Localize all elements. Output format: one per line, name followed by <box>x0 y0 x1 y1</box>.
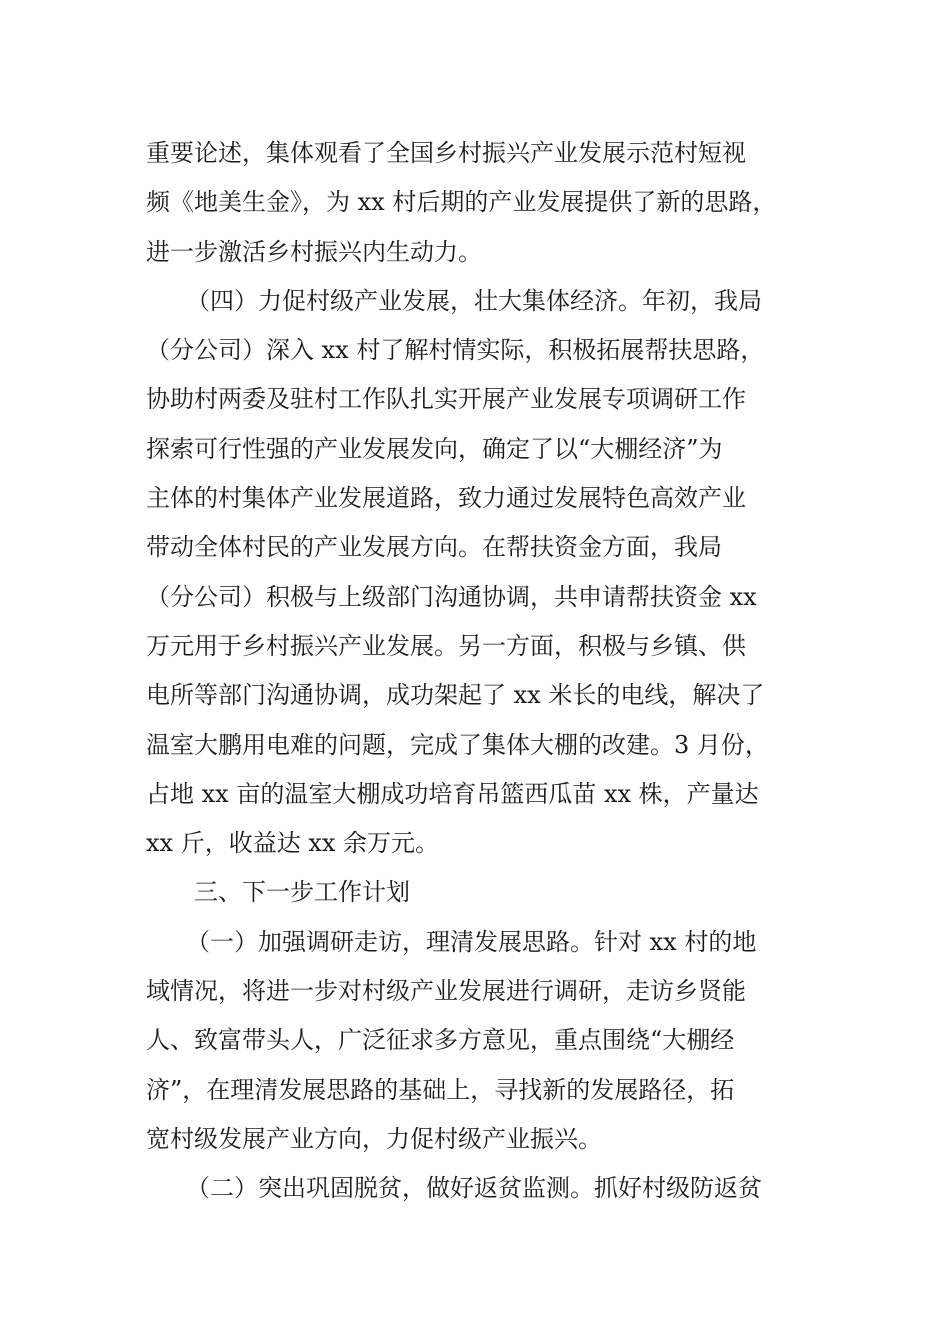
text-line-continuation: 重要论述，集体观看了全国乡村振兴产业发展示范村短视 <box>146 139 746 167</box>
text-line: 进一步激活乡村振兴内生动力。 <box>146 237 482 266</box>
text-line: 万元用于乡村振兴产业发展。另一方面，积极与乡镇、供 <box>146 631 746 660</box>
text-line: 电所等部门沟通协调，成功架起了 xx 米长的电线，解决了 <box>146 681 765 710</box>
text-line: 协助村两委及驻村工作队扎实开展产业发展专项调研工作 <box>146 385 746 414</box>
section-three-heading: 三、下一步工作计划 <box>194 878 410 907</box>
text-line: xx 斤，收益达 xx 余万元。 <box>146 829 440 858</box>
text-line: 人、致富带头人，广泛征求多方意见，重点围绕“大棚经 <box>146 1026 735 1055</box>
text-line: 频《地美生金》，为 xx 村后期的产业发展提供了新的思路， <box>146 188 777 217</box>
text-line: 济”，在理清发展思路的基础上，寻找新的发展路径，拓 <box>146 1075 735 1104</box>
text-line: 主体的村集体产业发展道路，致力通过发展特色高效产业 <box>146 484 746 513</box>
plan-item-one-heading: （一）加强调研走访，理清发展思路。针对 xx 村的地 <box>186 927 757 956</box>
text-line: 探索可行性强的产业发展发向，确定了以“大棚经济”为 <box>146 434 723 463</box>
text-line: （分公司）深入 xx 村了解村情实际，积极拓展帮扶思路， <box>146 336 765 365</box>
paragraph-four-heading: （四）力促村级产业发展，壮大集体经济。年初，我局 <box>186 286 762 315</box>
text-line: 域情况，将进一步对村级产业发展进行调研，走访乡贤能 <box>146 977 746 1006</box>
plan-item-two-heading: （二）突出巩固脱贫，做好返贫监测。抓好村级防返贫 <box>186 1174 762 1203</box>
text-line: 占地 xx 亩的温室大棚成功培育吊篮西瓜苗 xx 株，产量达 <box>146 779 759 808</box>
text-line: 温室大鹏用电难的问题，完成了集体大棚的改建。3 月份， <box>146 730 769 759</box>
text-line: 带动全体村民的产业发展方向。在帮扶资金方面，我局 <box>146 533 722 562</box>
document-page <box>146 129 810 1214</box>
text-line: （分公司）积极与上级部门沟通协调，共申请帮扶资金 xx <box>146 582 757 611</box>
text-line: 宽村级发展产业方向，力促村级产业振兴。 <box>146 1124 602 1153</box>
